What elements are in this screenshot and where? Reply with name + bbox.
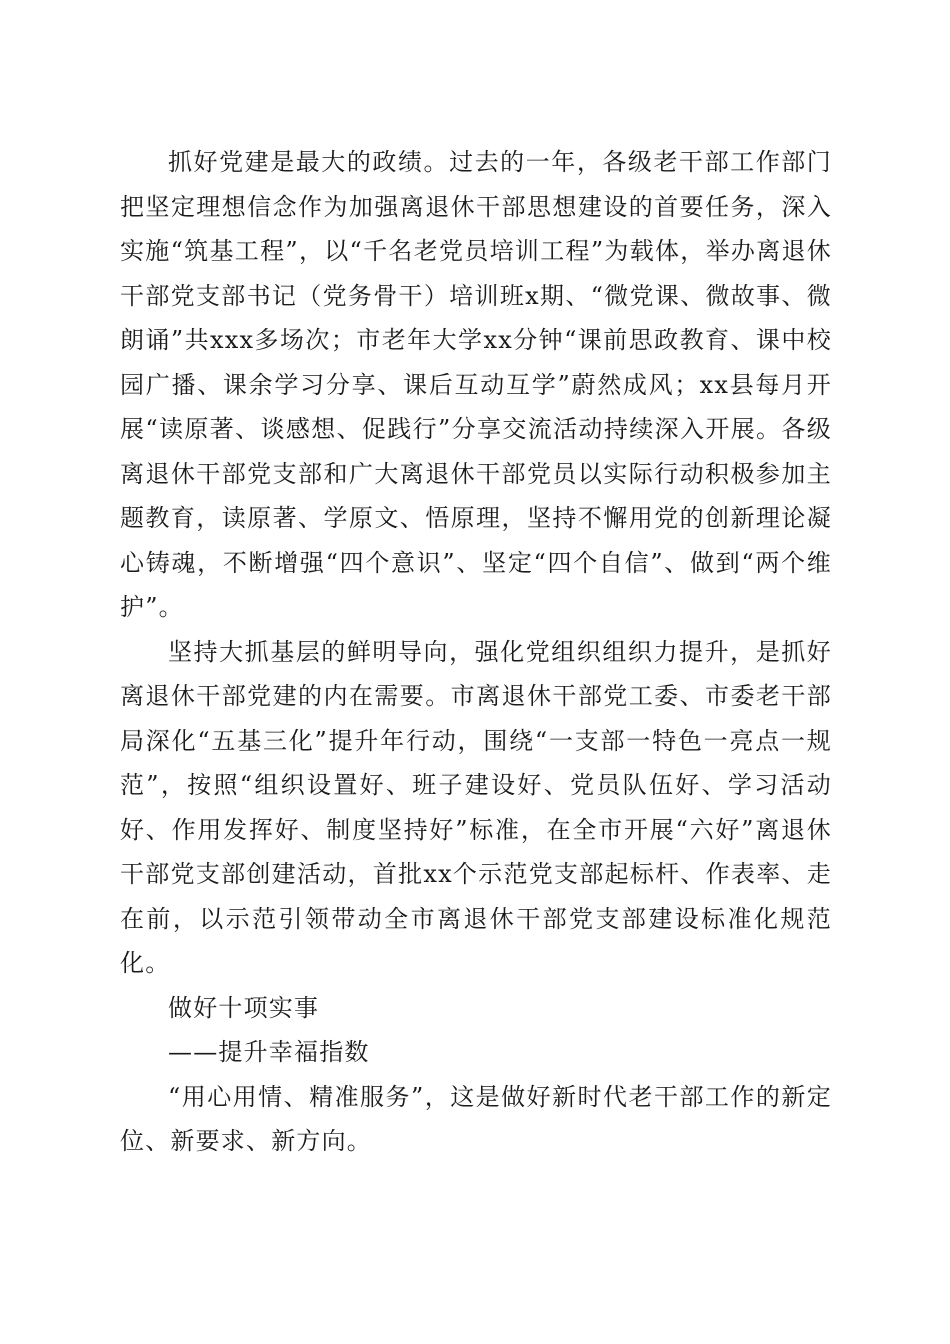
section-title: 做好十项实事 bbox=[168, 993, 320, 1022]
paragraph-grassroots: 坚持大抓基层的鲜明导向，强化党组织组织力提升，是抓好离退休干部党建的内在需要。市离退休干部党工委、市委老干部局深化“五基三化”提升年行动，围绕“一支部一特色一亮点一规范”，按照“组织设置好、班子建设好、党员队伍好、学习活动好、作用发挥好、制度坚持好”标准，在全市开展“六好”离退休干部党支部创建活动，首批xx个示范党支部起标杆、作表率、走在前，以示范引领带动全市离退休干部党支部建设标准化规范化。 bbox=[120, 637, 832, 977]
paragraph-closing: “用心用情、精准服务”，这是做好新时代老干部工作的新定位、新要求、新方向。 bbox=[120, 1082, 832, 1155]
document-body bbox=[120, 140, 832, 1164]
section-subtitle: ——提升幸福指数 bbox=[168, 1038, 370, 1066]
paragraph-party-building: 抓好党建是最大的政绩。过去的一年，各级老干部工作部门把坚定理想信念作为加强离退休干部思想建设的首要任务，深入实施“筑基工程”，以“千名老党员培训工程”为载体，举办离退休干部党支部书记（党务骨干）培训班x期、“微党课、微故事、微朗诵”共xxx多场次；市老年大学xx分钟“课前思政教育、课中校园广播、课余学习分享、课后互动互学”蔚然成风；xx县每月开展“读原著、谈感想、促践行”分享交流活动持续深入开展。各级离退休干部党支部和广大离退休干部党员以实际行动积极参加主题教育，读原著、学原文、悟原理，坚持不懈用党的创新理论凝心铸魂，不断增强“四个意识”、坚定“四个自信”、做到“两个维护”。 bbox=[120, 148, 832, 621]
